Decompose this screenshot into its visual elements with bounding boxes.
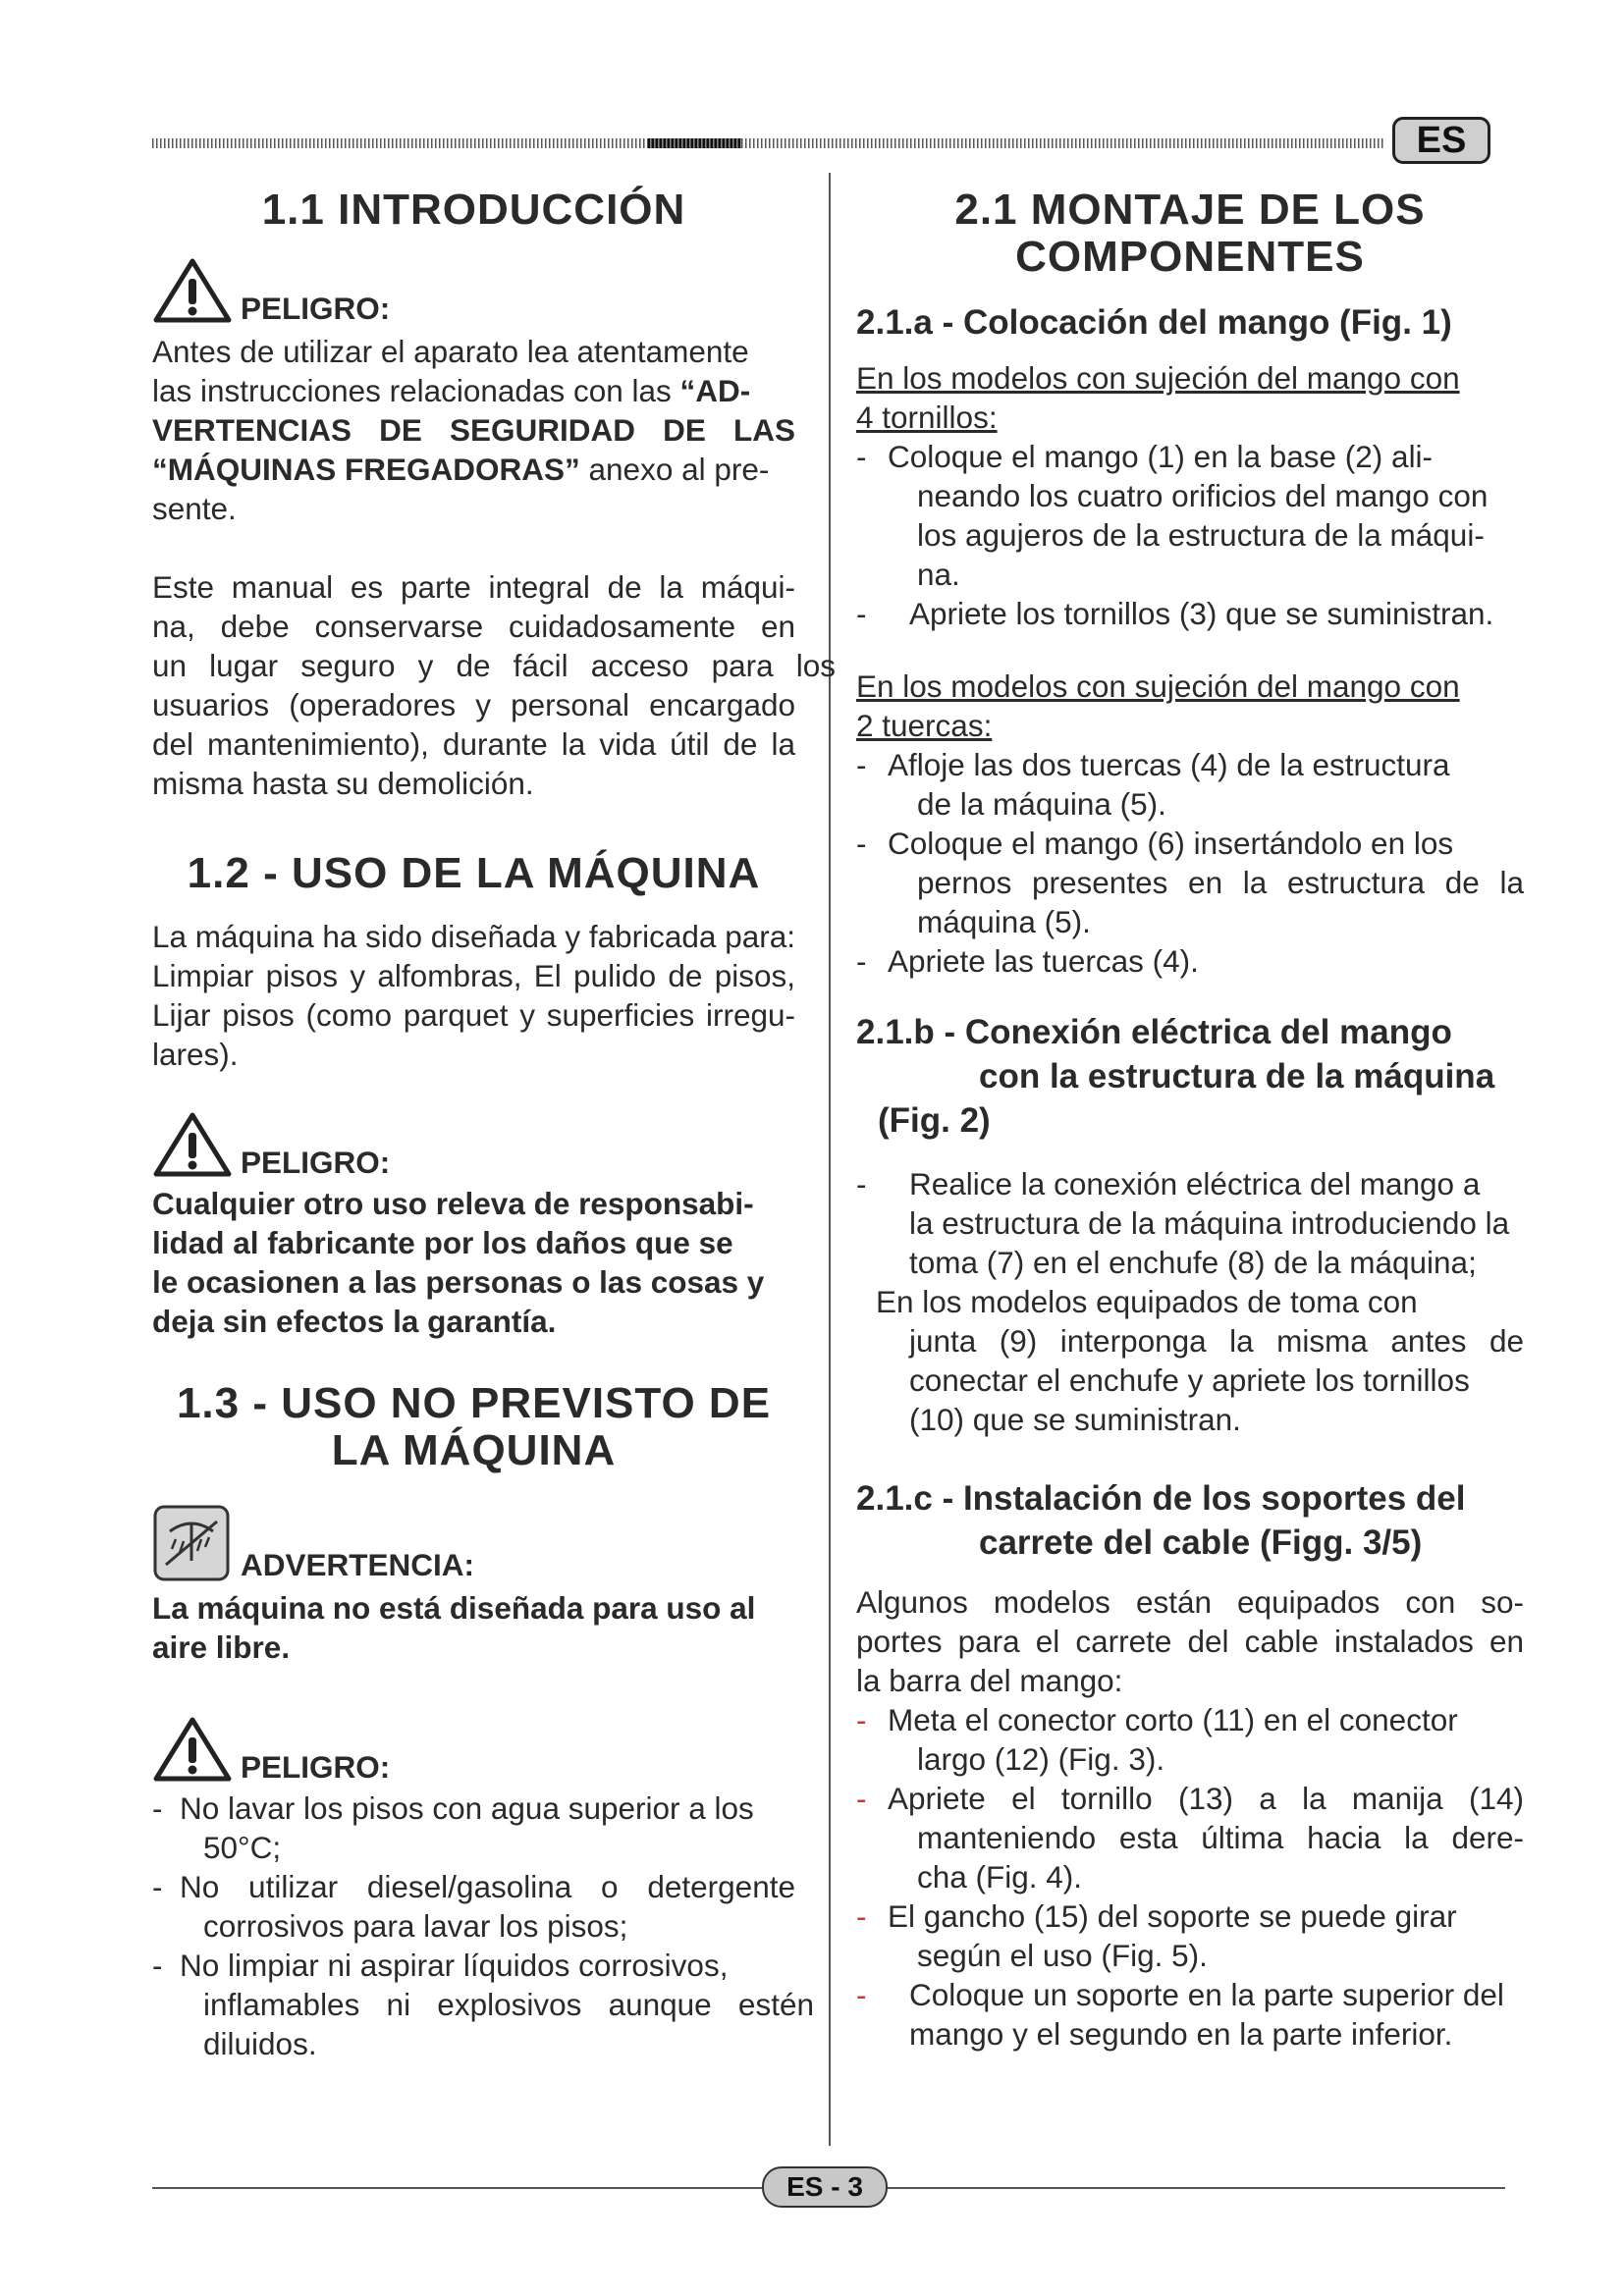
section-title-line: carrete del cable (Figg. 3/5) bbox=[979, 1523, 1423, 1562]
paragraph-line: un lugar seguro y de fácil acceso para los bbox=[152, 648, 836, 683]
manual-paragraph bbox=[152, 567, 836, 803]
paragraph-line: La máquina ha sido diseñada y fabricada para: bbox=[152, 919, 795, 954]
paragraph-line: Este manual es parte integral de la máqui- bbox=[152, 569, 795, 605]
danger-2-text bbox=[152, 1184, 795, 1341]
list-item: - No utilizar diesel/gasolina o detergente corrosivos para lavar los pisos; bbox=[152, 1869, 795, 1944]
list-item: - Realice la conexión eléctrica del mango a la estructura de la máquina introduciendo la toma (7) en el enchufe (8) de la máquina; bbox=[856, 1166, 1510, 1280]
danger-block-2 bbox=[152, 1111, 795, 1182]
warning-triangle-icon bbox=[152, 257, 233, 324]
column-divider bbox=[829, 173, 831, 2146]
list-item: - Coloque el mango (6) insertándolo en los pernos presentes en la estructura de la máquina (5). bbox=[856, 826, 1524, 939]
list-item: - Apriete los tornillos (3) que se suministran. bbox=[856, 596, 1494, 631]
right-column bbox=[856, 187, 1524, 2054]
caution-text bbox=[152, 1588, 795, 1667]
danger-line: Cualquier otro uso releva de responsabi- bbox=[152, 1186, 754, 1221]
four-screws-block bbox=[856, 358, 1524, 633]
language-badge: ES bbox=[1392, 117, 1490, 164]
header-rule bbox=[152, 138, 1384, 148]
section-title-line: 2.1.b - Conexión eléctrica del mango bbox=[856, 1013, 1452, 1051]
section-title-line: 1.3 - USO NO PREVISTO DE bbox=[176, 1379, 772, 1427]
no-rain-outdoor-icon bbox=[152, 1504, 231, 1582]
list-item: - Apriete las tuercas (4). bbox=[856, 943, 1199, 979]
section-2-1-c-title bbox=[856, 1476, 1524, 1565]
caution-label: ADVERTENCIA: bbox=[241, 1547, 475, 1582]
paragraph-line: Limpiar pisos y alfombras, El pulido de pisos, bbox=[152, 958, 795, 993]
paragraph-line: misma hasta su demolición. bbox=[152, 766, 534, 801]
paragraph-line: na, debe conservarse cuidadosamente en bbox=[152, 609, 795, 644]
danger-line: le ocasionen a las personas o las cosas y bbox=[152, 1264, 765, 1300]
section-title-line: 2.1.c - Instalación de los soportes del bbox=[856, 1479, 1466, 1518]
danger-3-list bbox=[152, 1789, 814, 2063]
paragraph-line: la barra del mango: bbox=[856, 1663, 1123, 1698]
page-number: ES - 3 bbox=[762, 2166, 888, 2208]
section-title-line: (Fig. 2) bbox=[878, 1101, 991, 1140]
paragraph-line: (10) que se suministran. bbox=[909, 1402, 1241, 1437]
list-item: - Meta el conector corto (11) en el conector largo (12) (Fig. 3). bbox=[856, 1702, 1458, 1777]
section-title-line: 2.1 MONTAJE DE LOS bbox=[954, 186, 1426, 234]
danger-block-3 bbox=[152, 1716, 795, 1787]
paragraph-line: Lijar pisos (como parquet y superficies irregu- bbox=[152, 997, 795, 1033]
section-1-3-title bbox=[152, 1380, 795, 1474]
section-2-1-a-title: 2.1.a - Colocación del mango (Fig. 1) bbox=[856, 303, 1452, 342]
header-rule-accent bbox=[648, 138, 741, 148]
paragraph-line: portes para el carrete del cable instalados en bbox=[856, 1624, 1524, 1659]
warning-triangle-icon bbox=[152, 1111, 233, 1178]
list-item: - Afloje las dos tuercas (4) de la estructura de la máquina (5). bbox=[856, 747, 1450, 822]
section-1-2-title: 1.2 - USO DE LA MÁQUINA bbox=[187, 849, 761, 897]
paragraph-line: junta (9) interponga la misma antes de bbox=[909, 1323, 1524, 1359]
paragraph-line: Algunos modelos están equipados con so- bbox=[856, 1584, 1524, 1620]
section-title-line: LA MÁQUINA bbox=[331, 1426, 617, 1474]
danger-line: lidad al fabricante por los daños que se bbox=[152, 1225, 733, 1260]
list-item: - Coloque un soporte en la parte superior del mango y el segundo en la parte inferior. bbox=[856, 1977, 1504, 2052]
list-item: - Coloque el mango (1) en la base (2) ali- neando los cuatro orificios del mango con los agujeros de la estructura de la máqui- na. bbox=[856, 439, 1489, 592]
paragraph-line: lares). bbox=[152, 1037, 239, 1072]
two-nuts-block bbox=[856, 667, 1524, 981]
danger-label: PELIGRO: bbox=[241, 1145, 391, 1180]
left-column bbox=[152, 186, 836, 2063]
subheading-line: En los modelos con sujeción del mango con bbox=[856, 668, 1460, 704]
intro-line: Antes de utilizar el aparato lea atentamente bbox=[152, 334, 749, 369]
section-title-line: COMPONENTES bbox=[1015, 233, 1365, 281]
list-item: - El gancho (15) del soporte se puede girar según el uso (Fig. 5). bbox=[856, 1898, 1457, 1973]
subheading-line: 4 tornillos: bbox=[856, 400, 998, 435]
caution-line: aire libre. bbox=[152, 1629, 291, 1665]
section-2-1-b-title bbox=[856, 1010, 1524, 1143]
danger-label: PELIGRO: bbox=[241, 291, 391, 326]
uso-paragraph bbox=[152, 917, 795, 1074]
section-2-1-title bbox=[856, 187, 1524, 281]
list-item: - No limpiar ni aspirar líquidos corrosivos, inflamables ni explosivos aunque estén diluidos. bbox=[152, 1948, 814, 2061]
connection-block bbox=[856, 1164, 1524, 1439]
danger-block-1 bbox=[152, 257, 795, 328]
list-item: - No lavar los pisos con agua superior a los 50°C; bbox=[152, 1790, 754, 1865]
paragraph-line: del mantenimiento), durante la vida útil de la bbox=[152, 726, 795, 762]
caution-block bbox=[152, 1504, 795, 1584]
paragraph-line: En los modelos equipados de toma con bbox=[876, 1284, 1418, 1319]
warning-triangle-icon bbox=[152, 1716, 233, 1783]
danger-line: deja sin efectos la garantía. bbox=[152, 1304, 557, 1339]
list-item: - Apriete el tornillo (13) a la manija (14) manteniendo esta última hacia la dere- cha (Fig. 4). bbox=[856, 1781, 1524, 1895]
subheading-line: En los modelos con sujeción del mango con bbox=[856, 360, 1460, 396]
intro-line: sente. bbox=[152, 491, 237, 526]
caution-line: La máquina no está diseñada para uso al bbox=[152, 1590, 756, 1626]
section-title-line: con la estructura de la máquina bbox=[979, 1057, 1495, 1095]
paragraph-line: conectar el enchufe y apriete los tornillos bbox=[909, 1362, 1470, 1398]
danger-label: PELIGRO: bbox=[241, 1749, 391, 1785]
intro-line-bold: VERTENCIAS DE SEGURIDAD DE LAS bbox=[152, 412, 795, 448]
paragraph-line: usuarios (operadores y personal encargado bbox=[152, 687, 795, 722]
subheading-line: 2 tuercas: bbox=[856, 708, 993, 743]
intro-line: “MÁQUINAS FREGADORAS” anexo al pre- bbox=[152, 452, 770, 487]
supports-block bbox=[856, 1582, 1524, 2054]
intro-line: las instrucciones relacionadas con las “AD- bbox=[152, 373, 751, 408]
section-1-1-title: 1.1 INTRODUCCIÓN bbox=[261, 186, 686, 234]
